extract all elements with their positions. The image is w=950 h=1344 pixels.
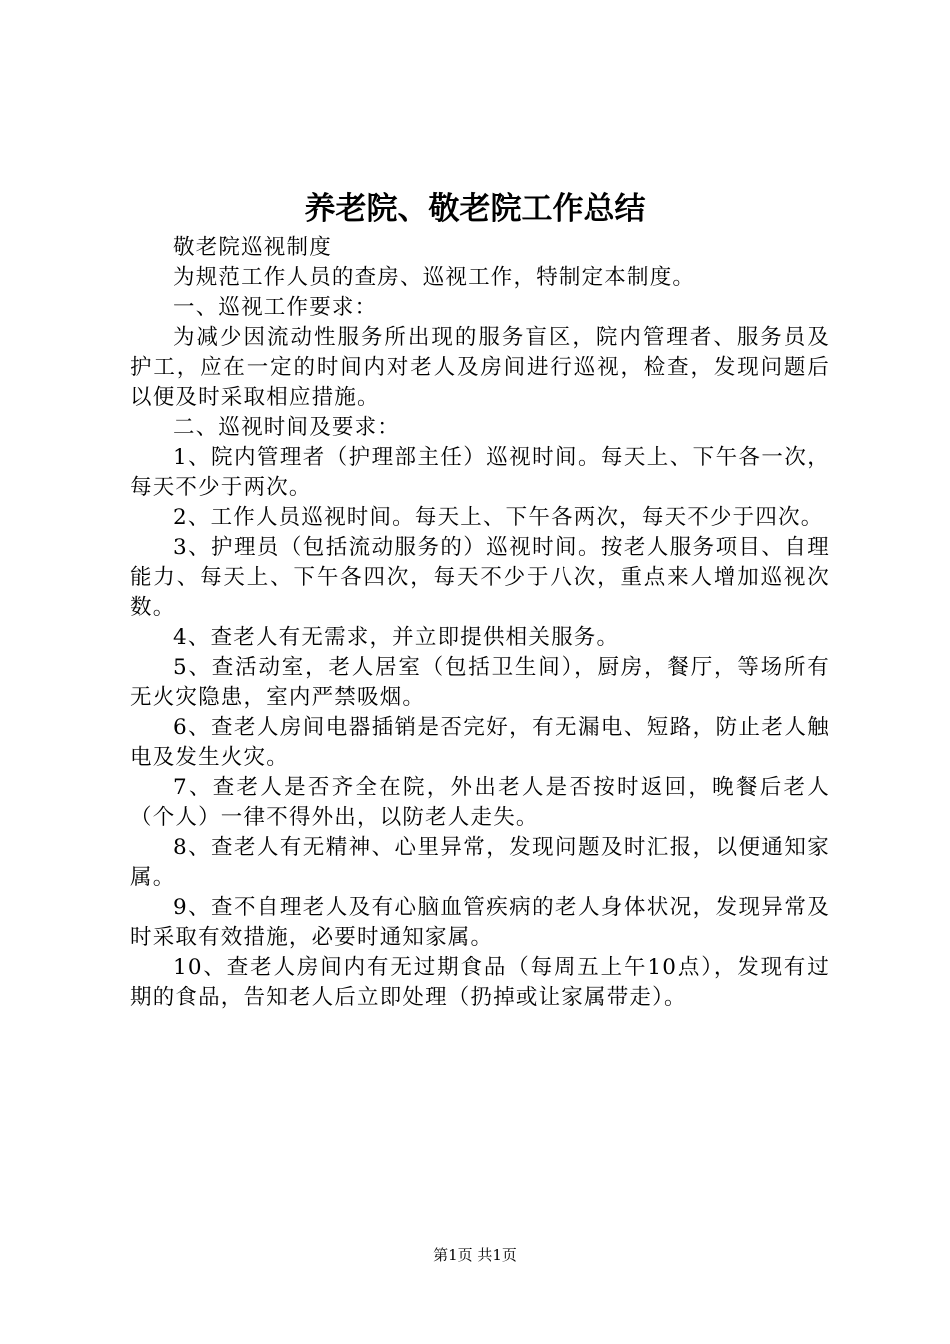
paragraph: 为减少因流动性服务所出现的服务盲区，院内管理者、服务员及护工，应在一定的时间内对老人及房间进行巡视，检查，发现问题后以便及时采取相应措施。: [130, 325, 830, 410]
list-item: 2、工作人员巡视时间。每天上、下午各两次，每天不少于四次。: [173, 505, 824, 530]
section-heading: 二、巡视时间及要求：: [173, 415, 401, 440]
list-item: 6、查老人房间电器插销是否完好，有无漏电、短路，防止老人触电及发生火灾。: [130, 715, 830, 770]
list-item: 1、院内管理者（护理部主任）巡视时间。每天上、下午各一次，每天不少于两次。: [130, 445, 830, 500]
paragraph: 为规范工作人员的查房、巡视工作，特制定本制度。: [173, 265, 696, 290]
list-item: 8、查老人有无精神、心里异常，发现问题及时汇报，以便通知家属。: [130, 835, 830, 890]
page-number-footer: 第1页 共1页: [433, 1246, 517, 1264]
list-item: 7、查老人是否齐全在院，外出老人是否按时返回，晚餐后老人（个人）一律不得外出，以防老人走失。: [130, 775, 830, 830]
page-title: 养老院、敬老院工作总结: [304, 191, 646, 227]
section-heading: 一、巡视工作要求：: [173, 295, 378, 320]
section-heading: 敬老院巡视制度: [173, 235, 332, 260]
list-item: 4、查老人有无需求，并立即提供相关服务。: [173, 625, 620, 650]
document-body: [130, 233, 830, 1013]
list-item: 9、查不自理老人及有心脑血管疾病的老人身体状况，发现异常及时采取有效措施，必要时通知家属。: [130, 895, 830, 950]
list-item: 3、护理员（包括流动服务的）巡视时间。按老人服务项目、自理能力、每天上、下午各四次，每天不少于八次，重点来人增加巡视次数。: [130, 535, 830, 620]
list-item: 5、查活动室，老人居室（包括卫生间），厨房，餐厅，等场所有无火灾隐患，室内严禁吸烟。: [130, 655, 830, 710]
list-item: 10、查老人房间内有无过期食品（每周五上午10点），发现有过期的食品，告知老人后立即处理（扔掉或让家属带走）。: [130, 955, 830, 1010]
